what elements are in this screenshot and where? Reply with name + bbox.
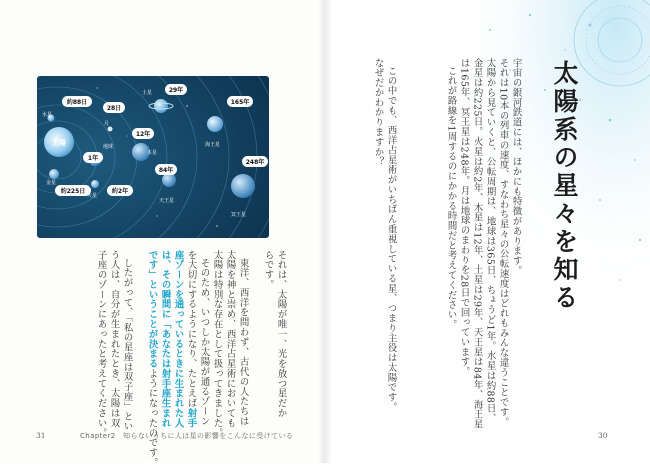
mars-label: 火星 [87,193,98,199]
body-line-l2: らです。 [262,250,274,290]
sun-label: 太陽 [52,139,66,147]
venus-period: 約225日 [60,188,86,195]
moon-graphic [108,127,113,132]
left-page-number: 31 [36,431,46,440]
mars-graphic [91,180,99,188]
body-line-l9: したがって、「私の星座は双子座」とい [121,258,133,432]
highlight-text-1: 射手 [185,408,197,429]
moon-label: 月 [104,121,110,127]
body-line-l4: 太陽を神と崇め、西洋占星術においても [224,250,236,429]
moon-period: 28日 [106,105,122,112]
highlight-text-4: です」ということが決まる [146,250,158,369]
body-line-l7 [184,250,197,428]
earth-period: 1年 [87,155,99,162]
earth-label: 地球 [103,144,114,150]
mars-period: 約2年 [111,188,129,195]
body-line-l3: 東洋、西洋を問わず、古代の人たちは [237,258,249,427]
body-line-r2: それは10本の列車の速度、すなわち星々の公転速度はどれもみんな違うことです。 [497,58,509,427]
highlight-text-2: 座ゾーンを通っているときに生まれた人 [172,250,184,429]
venus-graphic [49,169,59,179]
jupiter-period: 12年 [135,131,151,138]
uranus-graphic [162,173,176,187]
body-line-l11: 子座のゾーンにあったと考えてください。 [95,250,107,438]
body-line-r7: なぜだかわかりますか？ [372,58,384,167]
body-line-l5: 太陽は特別な存在として扱ってきました。 [211,250,223,438]
body-line-r6: これが路線を1周するのにかかる時間だと考えてください。 [445,66,457,330]
solar-system-illustration [37,76,269,238]
pluto-period: 248年 [245,159,265,166]
venus-label: 金星 [46,180,57,186]
body-line-r8: この中でも、西洋占星術がいちばん重視している星、つまり主役は太陽です。 [385,66,397,413]
pluto-graphic [231,174,255,198]
body-line-r5: は165年、冥王星は248年。月は地球のまわりを28日で回っています。 [458,58,470,377]
saturn-period: 29年 [168,87,184,94]
neptune-period: 165年 [230,99,250,106]
jupiter-label: 木星 [147,150,158,156]
saturn-label: 土星 [142,90,153,96]
body-line-l8-tail: ようになったのです。 [146,368,158,468]
neptune-graphic [207,116,223,132]
saturn-graphic [154,99,168,113]
highlight-text-3: は、その瞬間に「あなたは射手座生まれ [159,250,171,429]
running-head: Chapter2 知らないうちに人は星の影響をこんなに受けている [80,432,294,440]
body-line-r1: 宇宙の銀河鉄道には、ほかにも特徴があります。 [510,58,522,276]
mercury-label: 水星 [42,112,53,118]
right-page-number: 30 [598,431,608,440]
body-line-l10: う人は、自分が生まれたとき、太陽は双 [108,250,120,429]
neptune-label: 海王星 [205,142,221,148]
book-gutter [318,0,332,463]
mercury-period: 約88日 [66,99,88,106]
pluto-label: 冥王星 [231,212,247,218]
body-line-l6: そのため、いつしか太陽が通るゾーン [198,258,210,427]
body-line-r4: 金星は約225日。火星は約2年、木星は12年、土星は29年、天王星は84年、海王星 [471,58,483,430]
page-title: 太陽系の星々を知る [550,60,579,312]
body-line-l7-text: を大切にするようになり、たとえば [185,250,197,409]
uranus-period: 84年 [158,167,174,174]
uranus-label: 天王星 [159,198,175,204]
body-line-l1: それは、太陽が唯一、光を放つ星だか [275,250,287,419]
body-line-r3: 太陽から見ていくと、公転周期は、地球は365日、ちょうど1年。水星は約88日、 [484,58,496,424]
